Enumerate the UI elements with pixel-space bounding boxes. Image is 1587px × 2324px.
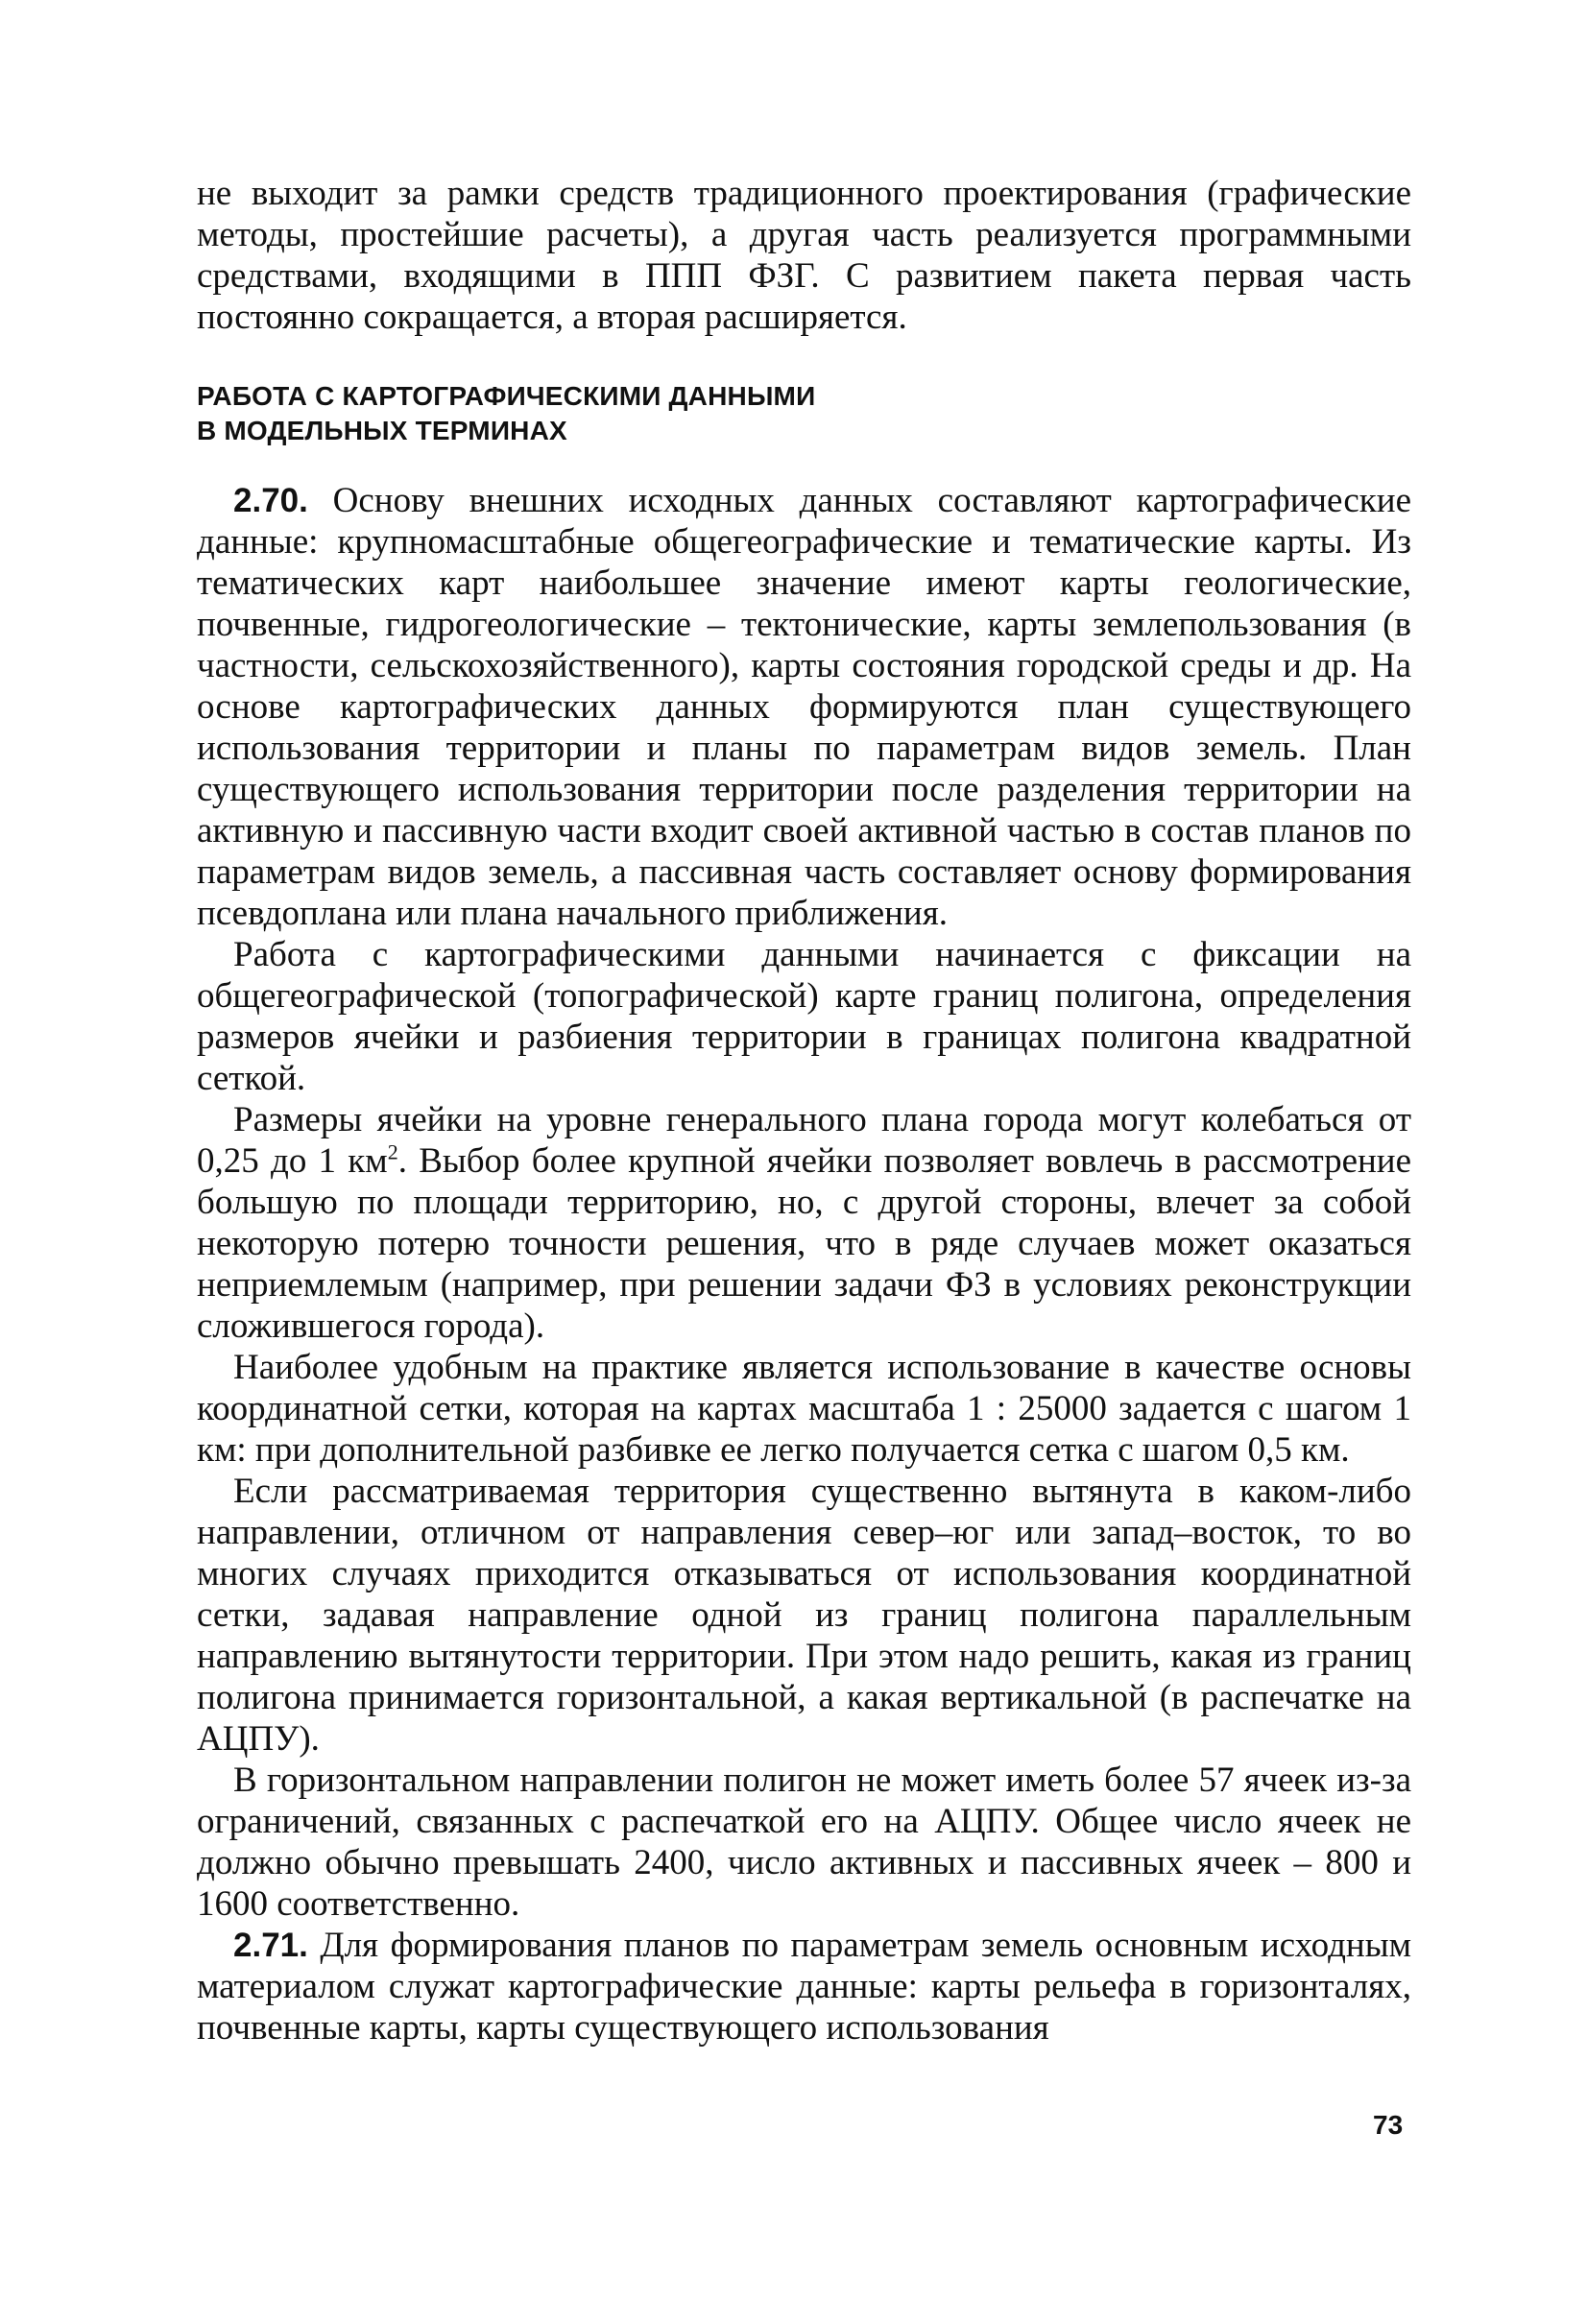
paragraph-limits xyxy=(197,1760,1411,1925)
paragraph-direction xyxy=(197,1471,1411,1760)
page-number: 73 xyxy=(1373,2110,1404,2140)
intro-text: не выходит за рамки средств традиционного проектирования (графические методы, простейшие расчеты), а другая часть реализуется программными средствами, входящими в ППП ФЗГ. С развитием пакета первая часть постоянно сокращается, а вторая расширяется. xyxy=(197,174,1411,337)
intro-paragraph xyxy=(197,173,1411,338)
paragraph-text: Работа с картографическими данными начинается с фиксации на общегеографической (топографической) карте границ полигона, определения размеров ячейки и разбиения территории в границах полигона квадратной сеткой. xyxy=(197,935,1411,1098)
paragraph-text: Размеры ячейки на уровне генерального плана города могут колебаться от 0,25 до 1 км xyxy=(197,1100,1411,1181)
paragraph-2-70 xyxy=(197,480,1411,934)
paragraph-number: 2.70. xyxy=(233,482,308,519)
superscript: 2 xyxy=(387,1139,398,1164)
paragraph-text: Основу внешних исходных данных составляют картографические данные: крупномасштабные общегеографические и тематические карты. Из тематических карт наибольшее значение имеют карты геологические, почвенные, гидрогеологические – тектонические, карты землепользования (в частности, сельскохозяйственного), карты состояния городской среды и др. На основе картографических данных формируются план существующего использования территории и планы по параметрам видов земель. План существующего использования территории после разделения территории на активную и пассивную части входит своей активной частью в состав планов по параметрам видов земель, а пассивная часть составляет основу формирования псевдоплана или плана начального приближения. xyxy=(197,481,1411,933)
paragraph-text: Наиболее удобным на практике является использование в качестве основы координатной сетки, которая на картах масштаба 1 : 25000 задается с шагом 1 км: при дополнительной разбивке ее легко получается сетка с шагом 0,5 км. xyxy=(197,1348,1411,1470)
section-heading xyxy=(197,379,1411,448)
section-heading-line-1: РАБОТА С КАРТОГРАФИЧЕСКИМИ ДАННЫМИ xyxy=(197,381,816,411)
paragraph-cell-size xyxy=(197,1099,1411,1347)
section-heading-line-2: В МОДЕЛЬНЫХ ТЕРМИНАХ xyxy=(197,416,567,445)
paragraph-text: В горизонтальном направлении полигон не может иметь более 57 ячеек из-за ограничений, связанных с распечаткой его на АЦПУ. Общее число ячеек не должно обычно превышать 2400, число активных и пассивных ячеек – 800 и 1600 соответственно. xyxy=(197,1761,1411,1924)
section-body xyxy=(197,480,1411,2048)
paragraph-grid xyxy=(197,1347,1411,1471)
paragraph-text: Если рассматриваемая территория существенно вытянута в каком-либо направлении, отличном от направления север–юг или запад–восток, то во многих случаях приходится отказываться от использования координатной сетки, задавая направление одной из границ полигона параллельным направлению вытянутости территории. При этом надо решить, какая из границ полигона принимается горизонтальной, а какая вертикальной (в распечатке на АЦПУ). xyxy=(197,1472,1411,1759)
paragraph-2-71 xyxy=(197,1925,1411,2048)
paragraph-text: Для формирования планов по параметрам земель основным исходным материалом служат картографические данные: карты рельефа в горизонталях, почвенные карты, карты существующего использования xyxy=(197,1926,1411,2048)
paragraph-text: . Выбор более крупной ячейки позволяет вовлечь в рассмотрение большую по площади территорию, но, с другой стороны, влечет за собой некоторую потерю точности решения, что в ряде случаев может оказаться неприемлемым (например, при решении задачи ФЗ в условиях реконструкции сложившегося города). xyxy=(197,1141,1412,1346)
paragraph-number: 2.71. xyxy=(233,1927,308,1964)
paragraph-polygon xyxy=(197,934,1411,1099)
